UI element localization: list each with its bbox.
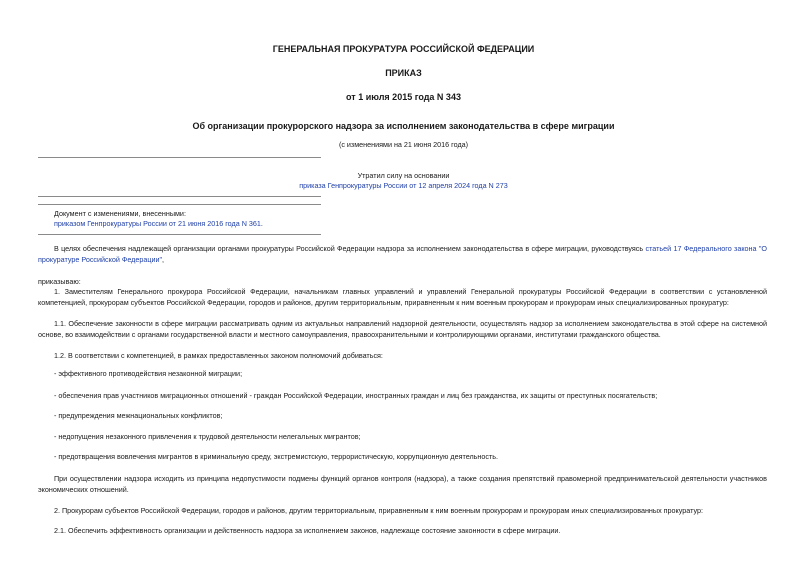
list-item: - предупреждения межнациональных конфликтов; <box>54 411 223 420</box>
changes-label: Документ с изменениями, внесенными: <box>54 209 186 218</box>
changes-line <box>54 219 454 230</box>
preamble-end: , <box>162 254 165 264</box>
changes-end: . <box>260 219 263 228</box>
list-item: - обеспечения прав участников миграционных отношений - граждан Российской Федерации, иностранных граждан и лиц без гражданства, их защиты от преступных посягательств; <box>54 391 658 400</box>
preamble-paragraph <box>38 244 767 265</box>
amending-order-link[interactable]: приказом Генпрокуратуры России от 21 июня 2016 года N 361 <box>54 219 261 228</box>
paragraph-2-1: 2.1. Обеспечить эффективность организации и действенность надзора за исполнением законов, надлежаще состояние законности в сфере миграции. <box>54 526 561 535</box>
amendments-note: (с изменениями на 21 июня 2016 года) <box>338 140 469 149</box>
separator-line <box>38 196 321 197</box>
federal-law-article-link[interactable]: статьей 17 Федерального закона "О прокуратуре Российской Федерации" <box>38 244 767 264</box>
paragraph-1-2: 1.2. В соответствии с компетенцией, в рамках предоставленных законом полномочий добиваться: <box>54 351 383 360</box>
document-type: ПРИКАЗ <box>385 68 422 78</box>
list-item: - эффективного противодействия незаконной миграции; <box>54 369 243 378</box>
paragraph-1: 1. Заместителям Генерального прокурора Российской Федерации, начальникам главных управлений и управлений Генеральной прокуратуры Российской Федерации в соответствии с установленной компетенцией, прокурорам субъектов Российской Федерации, городов и районов, другим территориальным, приравненным к ним военным прокурорам и прокурорам иных специализированных прокуратур: <box>38 287 767 307</box>
separator-line <box>38 204 321 205</box>
paragraph-2: 2. Прокурорам субъектов Российской Федерации, городов и районов, другим территориальным, приравненным к ним военным прокурорам и прокурорам иных специализированных прокуратур: <box>54 506 703 515</box>
document-title: Об организации прокурорского надзора за исполнением законодательства в сфере миграции <box>192 121 615 131</box>
order-word: приказываю: <box>38 277 81 286</box>
separator-line <box>38 157 321 158</box>
preamble-text: В целях обеспечения надлежащей организации органами прокуратуры Российской Федерации надзора за исполнением законодательства в сфере миграции, руководствуясь <box>54 244 646 253</box>
repeal-order-link[interactable]: приказа Генпрокуратуры России от 12 апреля 2024 года N 273 <box>299 181 508 190</box>
list-item: - недопущения незаконного привлечения к трудовой деятельности нелегальных мигрантов; <box>54 432 361 441</box>
repeal-note: Утратил силу на основании <box>357 171 450 180</box>
list-item: - предотвращения вовлечения мигрантов в криминальную среду, экстремистскую, террористическую, коррупционную деятельность. <box>54 452 498 461</box>
document-date-number: от 1 июля 2015 года N 343 <box>346 92 461 102</box>
separator-line <box>38 234 321 235</box>
paragraph-1-1: 1.1. Обеспечение законности в сфере миграции рассматривать одним из актуальных направлений надзорной деятельности, осуществлять надзор за исполнением законодательства в этой сфере на системной основе, во взаимодействии с органами государственной власти и местного самоуправления, правоохранительными и контролирующими органами, институтами гражданского общества. <box>38 319 767 339</box>
issuing-authority: ГЕНЕРАЛЬНАЯ ПРОКУРАТУРА РОССИЙСКОЙ ФЕДЕРАЦИИ <box>272 44 535 54</box>
paragraph-supervision-principle: При осуществлении надзора исходить из принципа недопустимости подмены функций органов контроля (надзора), а также создания препятствий правомерной предпринимательской деятельности участников экономических отношений. <box>38 474 767 494</box>
